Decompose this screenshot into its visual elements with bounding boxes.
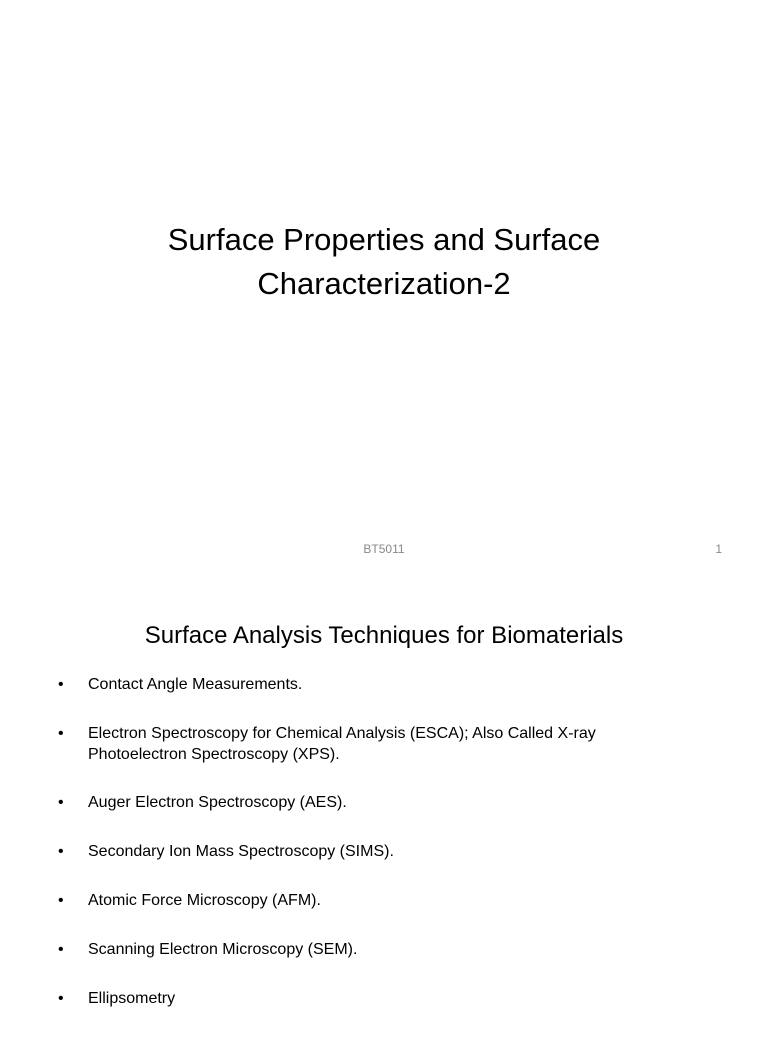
bullet-list <box>56 674 706 1037</box>
slide-footer-text: BT5011 <box>363 542 405 556</box>
bullet-text-line-1: Contact Angle Measurements. <box>88 676 303 693</box>
slide-title <box>84 218 684 306</box>
slide-page-number: 1 <box>715 542 722 556</box>
bullet-item <box>56 723 706 765</box>
slide-title-line-1: Surface Properties and Surface <box>167 222 601 257</box>
bullet-icon: • <box>58 843 64 860</box>
bullet-icon: • <box>58 892 64 909</box>
slide-title-line-2: Characterization-2 <box>257 266 511 301</box>
bullet-item <box>56 939 706 960</box>
bullet-text-line-1: Auger Electron Spectroscopy (AES). <box>88 794 347 811</box>
bullet-icon: • <box>58 676 64 693</box>
bullet-item <box>56 988 706 1009</box>
bullet-text-line-1: Ellipsometry <box>88 990 176 1007</box>
bullet-icon: • <box>58 725 64 742</box>
bullet-icon: • <box>58 941 64 958</box>
bullet-text-line-1: Electron Spectroscopy for Chemical Analysis (ESCA); Also Called X-ray <box>88 725 596 742</box>
content-slide <box>0 576 768 1024</box>
bullet-item <box>56 674 706 695</box>
bullet-icon: • <box>58 990 64 1007</box>
bullet-text-line-1: Scanning Electron Microscopy (SEM). <box>88 941 358 958</box>
bullet-item <box>56 890 706 911</box>
slide-heading: Surface Analysis Techniques for Biomaterials <box>144 622 624 649</box>
bullet-text-line-1: Atomic Force Microscopy (AFM). <box>88 892 321 909</box>
bullet-text-line-2: Photoelectron Spectroscopy (XPS). <box>88 746 340 763</box>
bullet-item <box>56 792 706 813</box>
bullet-text-line-1: Secondary Ion Mass Spectroscopy (SIMS). <box>88 843 394 860</box>
bullet-icon: • <box>58 794 64 811</box>
bullet-item <box>56 841 706 862</box>
